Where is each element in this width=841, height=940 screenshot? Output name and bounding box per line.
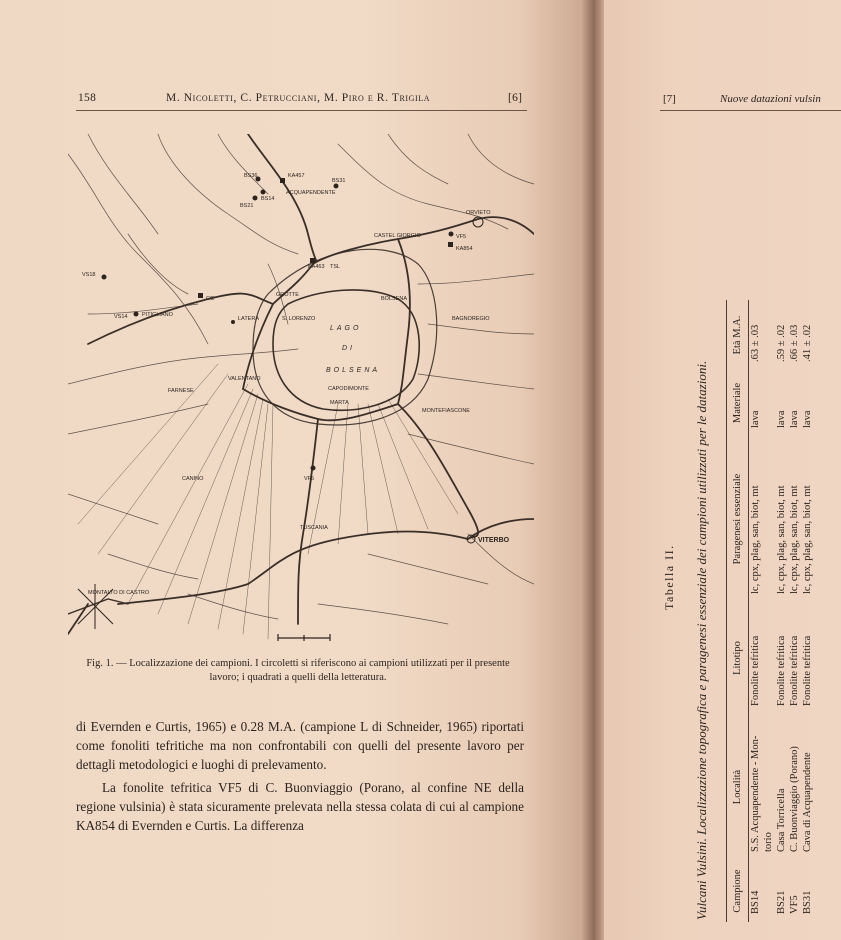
col-campione: Campione — [727, 860, 749, 922]
map-label-bagnoregio: BAGNOREGIO — [452, 316, 490, 322]
cell-localita: torio — [763, 832, 774, 852]
sample-marker-cc — [198, 293, 203, 298]
col-localita: Località — [727, 714, 749, 860]
cell-localita: Cava di Acquapendente — [802, 752, 813, 852]
col-paragenesi: Paragenesi essenziale — [727, 436, 749, 602]
table-row — [749, 300, 763, 922]
rotated-table-area — [604, 0, 841, 940]
map-label-tsl: TSL — [330, 264, 341, 270]
cell-eta — [762, 300, 775, 370]
map-label-marta: MARTA — [330, 400, 349, 406]
map-label-bs36: BS36 — [244, 173, 258, 179]
map-label-vf5-south: VF5 — [304, 476, 315, 482]
table-header-row — [727, 300, 749, 922]
cell-litotipo: Fonolite tefritica — [750, 635, 761, 706]
col-litotipo: Litotipo — [727, 602, 749, 714]
page-number: 158 — [78, 92, 97, 104]
table-title: Tabella II. — [662, 544, 676, 610]
cell-materiale: lava — [776, 410, 787, 428]
map-label-montefiascone: MONTEFIASCONE — [422, 408, 470, 414]
scale-bar — [278, 634, 330, 641]
map-label-viterbo: VITERBO — [478, 537, 510, 544]
lake-label-bolsena: BOLSENA — [326, 367, 381, 374]
running-head: M. Nicoletti, C. Petrucciani, M. Piro e R. Trigila — [166, 92, 431, 104]
cell-litotipo — [762, 602, 775, 714]
header-rule — [76, 110, 527, 111]
map-label-bolsena: BOLSENA — [381, 296, 407, 302]
cell-paragenesi: lc, cpx, plag, san, biot, mt — [789, 485, 800, 594]
cell-materiale — [762, 370, 775, 436]
sample-marker-vf5-south — [311, 466, 316, 471]
sample-location-map — [68, 134, 534, 646]
sample-marker-bs14 — [261, 190, 266, 195]
map-label-canino: CANINO — [182, 476, 204, 482]
map-label-castel-giorgio: CASTEL GIORGIO — [374, 233, 421, 239]
lake-label-di: DI — [342, 345, 355, 352]
sample-marker-vf5-north — [449, 232, 454, 237]
map-label-bs14: BS14 — [261, 196, 275, 202]
map-label-acquapendente: ACQUAPENDENTE — [286, 190, 336, 196]
cell-paragenesi: lc, cpx, plag, san, biot, mt — [802, 485, 813, 594]
map-label-pitigliano: PITIGLIANO — [142, 312, 173, 318]
map-label-ka457: KA457 — [288, 173, 305, 179]
cell-localita: S.S. Acquapendente - Mon- — [750, 735, 761, 852]
map-label-ka463: KA463 — [308, 264, 325, 270]
map-label-grotte: GROTTE — [276, 292, 299, 298]
cell-materiale: lava — [789, 410, 800, 428]
figure-caption: Fig. 1. — Localizzazione dei campioni. I circoletti si riferiscono ai campioni utilizzati per il presente lavoro; i quadrati a quelli della letteratura. — [86, 658, 510, 683]
cell-materiale: lava — [750, 410, 761, 428]
cell-campione: BS31 — [802, 890, 813, 914]
section-mark: [6] — [508, 92, 523, 104]
right-section-mark: [7] — [663, 93, 676, 105]
map-label-bs31: BS31 — [332, 178, 346, 184]
col-materiale: Materiale — [727, 370, 749, 436]
map-label-vf5-north: VF5 — [456, 234, 467, 240]
table-row — [801, 300, 814, 922]
cell-eta: .63 ± .03 — [750, 324, 761, 362]
paragraph-2-text: La fonolite tefritica VF5 di C. Buonviaggio (Porano, al confine NE della regione vulsinia) è stata sicuramente prelevata nella stessa colata di cui al campione KA854 di Evernden e Curtis. La differenza — [76, 780, 524, 833]
table-row — [775, 300, 788, 922]
sample-marker-ka463 — [310, 258, 315, 263]
sample-marker-ka457 — [280, 178, 285, 183]
map-label-tuscania: TUSCANIA — [300, 525, 328, 531]
cell-eta: .41 ± .02 — [802, 324, 813, 362]
cell-eta: .66 ± .03 — [789, 324, 800, 362]
map-label-ka854: KA854 — [456, 246, 473, 252]
paragraph-1-text: di Evernden e Curtis, 1965) e 0.28 M.A. (campione L di Schneider, 1965) riportati come fonoliti tefritiche ma non confrontabili con quelli del presente lavoro per dettagli metodologici e luoghi di prelevamento. — [76, 719, 524, 772]
map-label-capodimonte: CAPODIMONTE — [328, 386, 369, 392]
cell-campione: BS14 — [750, 890, 761, 914]
cell-paragenesi: lc, cpx, plag, san, biot, mt — [750, 485, 761, 594]
map-label-montalto: MONTALTO DI CASTRO — [88, 590, 150, 596]
map-label-bs21: BS21 — [240, 203, 254, 209]
cell-localita: C. Buonviaggio (Porano) — [789, 746, 800, 852]
cell-materiale: lava — [802, 410, 813, 428]
table-subtitle: Vulcani Vulsini. Localizzazione topografica e paragenesi essenziale dei campioni utilizzati per le datazioni. — [694, 360, 709, 920]
map-label-s-lorenzo: S. LORENZO — [282, 316, 316, 322]
cell-campione: BS21 — [776, 890, 787, 914]
sample-marker-vs14 — [134, 312, 139, 317]
map-label-valentano: VALENTANO — [228, 376, 261, 382]
col-eta: Età M.A. — [727, 300, 749, 370]
body-paragraph-2 — [76, 778, 524, 835]
cell-paragenesi — [762, 436, 775, 602]
body-paragraph-1 — [76, 717, 524, 774]
cell-paragenesi: lc, cpx, plag, san, biot, mt — [776, 485, 787, 594]
map-label-vs14: VS14 — [114, 314, 128, 320]
right-running-head: Nuove datazioni vulsin — [720, 93, 821, 105]
sample-marker-bs21 — [253, 196, 258, 201]
cell-campione — [762, 860, 775, 922]
cell-localita: Casa Torricella — [776, 788, 787, 852]
map-label-farnese: FARNESE — [168, 388, 194, 394]
cell-litotipo: Fonolite tefritica — [789, 635, 800, 706]
sample-marker-latera — [231, 320, 235, 324]
cell-litotipo: Fonolite tefritica — [776, 635, 787, 706]
map-label-cc: CC — [206, 296, 214, 302]
cell-litotipo: Fonolite tefritica — [802, 635, 813, 706]
sample-marker-bs31 — [334, 184, 339, 189]
cell-eta: .59 ± .02 — [776, 324, 787, 362]
cell-campione: VF5 — [789, 895, 800, 914]
map-label-orvieto: ORVIETO — [466, 210, 491, 216]
map-label-latera: LATERA — [238, 316, 259, 322]
sample-marker-ka854 — [448, 242, 453, 247]
table-row — [788, 300, 801, 922]
samples-table — [726, 300, 814, 922]
sample-marker-vs18 — [102, 275, 107, 280]
map-label-vs18: VS18 — [82, 272, 96, 278]
lake-label-lago: LAGO — [330, 325, 362, 332]
table-row — [762, 300, 775, 922]
